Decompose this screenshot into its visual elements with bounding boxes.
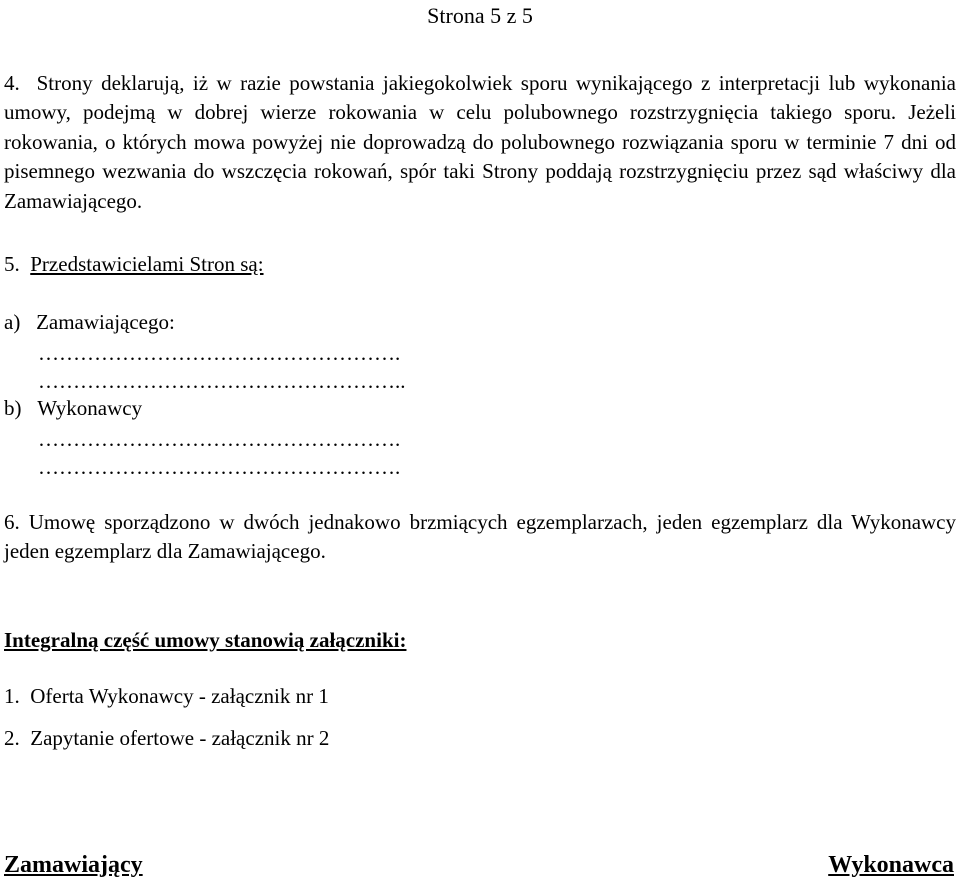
attachment-item-2-text: Zapytanie ofertowe - załącznik nr 2 bbox=[30, 726, 330, 750]
section-4-paragraph bbox=[4, 69, 956, 216]
section-6-paragraph bbox=[4, 508, 956, 567]
section-5-heading bbox=[4, 251, 264, 277]
attachment-item-2-number: 2. bbox=[4, 726, 20, 750]
page-indicator bbox=[0, 2, 960, 30]
section-4-text: Strony deklarują, iż w razie powstania jakiegokolwiek sporu wynikającego z interpretacji lub wykonania umowy, podejmą w dobrej wierze rokowania w celu polubownego rozstrzygnięcia takiego sporu. Jeżeli rokowania, o których mowa powyżej nie doprowadzą do polubownego rozwiązania sporu w terminie 7 dni od pisemnego wezwania do wszczęcia rokowań, spór taki Strony poddają rozstrzygnięciu przez sąd właściwy dla Zamawiającego. bbox=[4, 71, 956, 213]
representative-a bbox=[4, 309, 175, 335]
representative-a-line-1: ……………………………………………. bbox=[38, 341, 401, 365]
attachments-heading: Integralną część umowy stanowią załączniki: bbox=[4, 628, 407, 652]
signature-zamawiajacy: Zamawiający bbox=[4, 852, 143, 878]
representative-a-line-2: …………………………………………….. bbox=[38, 369, 406, 393]
signature-wykonawca: Wykonawca bbox=[828, 852, 954, 878]
section-4-number: 4. bbox=[4, 71, 20, 95]
representative-b-label: b) bbox=[4, 396, 22, 420]
section-6-text: Umowę sporządzono w dwóch jednakowo brzmiących egzemplarzach, jeden egzemplarz dla Wykonawcy jeden egzemplarz dla Zamawiającego. bbox=[4, 510, 957, 564]
representative-a-text: Zamawiającego: bbox=[36, 310, 175, 334]
representative-b-line-2: ……………………………………………. bbox=[38, 455, 401, 479]
section-5-heading-text: Przedstawicielami Stron są: bbox=[30, 252, 264, 276]
representative-b-text: Wykonawcy bbox=[37, 396, 143, 420]
attachment-item-1-text: Oferta Wykonawcy - załącznik nr 1 bbox=[30, 684, 329, 708]
section-6-number: 6. bbox=[4, 510, 20, 534]
page-indicator-text: Strona 5 z 5 bbox=[427, 3, 533, 28]
attachment-item-2 bbox=[4, 725, 329, 751]
representative-b bbox=[4, 395, 142, 421]
attachment-item-1 bbox=[4, 683, 329, 709]
attachment-item-1-number: 1. bbox=[4, 684, 20, 708]
section-5-number: 5. bbox=[4, 252, 20, 276]
representative-a-label: a) bbox=[4, 310, 21, 334]
representative-b-line-1: ……………………………………………. bbox=[38, 427, 401, 451]
